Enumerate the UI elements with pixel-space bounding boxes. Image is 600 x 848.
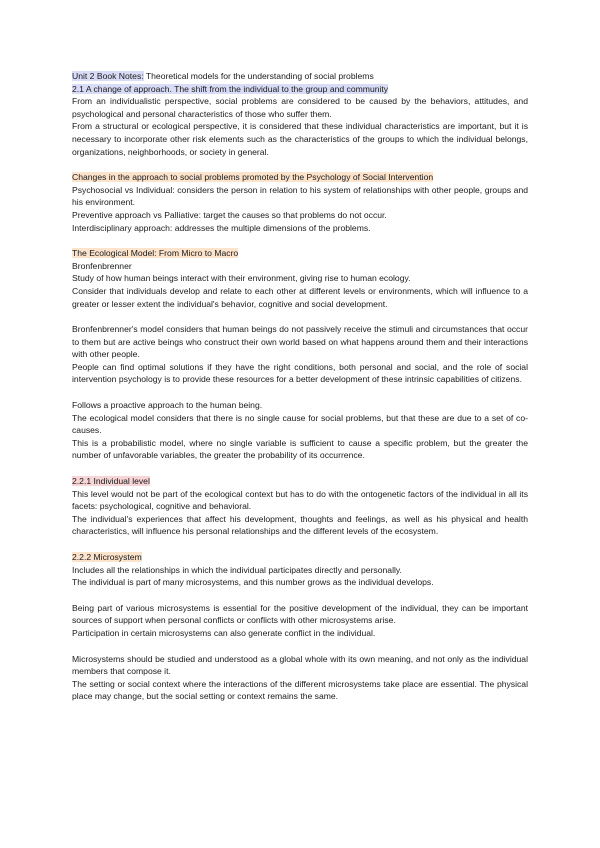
paragraph: Includes all the relationships in which the individual participates directly and personally.	[72, 564, 402, 575]
paragraph: This level would not be part of the ecological context but has to do with the ontogenetic factors of the individual in all its facets: psychological, cognitive and behavioral.	[72, 488, 528, 512]
paragraph: The ecological model considers that there is no single cause for social problems, but that these are due to a set of co-causes.	[72, 412, 528, 436]
paragraph: Being part of various microsystems is essential for the positive development of the individual, they can be important sources of support when personal conflicts or conflicts with other microsystems arise.	[72, 602, 528, 626]
paragraph: Study of how human beings interact with their environment, giving rise to human ecology.	[72, 273, 411, 284]
paragraph: The individual is part of many microsystems, and this number grows as the individual develops.	[72, 577, 434, 588]
paragraph: Microsystems should be studied and understood as a global whole with its own meaning, and not only as the individual members that compose it.	[72, 653, 528, 677]
paragraph: Follows a proactive approach to the human being.	[72, 400, 263, 411]
section-2-1-heading: 2.1 A change of approach. The shift from the individual to the group and community	[72, 83, 389, 94]
author-name: Bronfenbrenner	[72, 260, 132, 271]
changes-heading: Changes in the approach to social problems promoted by the Psychology of Social Intervention	[72, 172, 434, 183]
list-item: Psychosocial vs Individual: considers the person in relation to his system of relationships with other people, groups and his environment.	[72, 184, 528, 208]
spacer	[72, 234, 528, 247]
spacer	[72, 640, 528, 653]
ecological-heading: The Ecological Model: From Micro to Macro	[72, 248, 239, 259]
individual-level-heading: 2.2.1 Individual level	[72, 476, 150, 487]
document-title	[72, 70, 528, 83]
spacer	[72, 158, 528, 171]
spacer	[72, 310, 528, 323]
paragraph: From a structural or ecological perspective, it is considered that these individual characteristics are important, but it is necessary to incorporate other risk elements such as the characteristics of the groups to which the individual belongs, organizations, neighborhoods, or society in general.	[72, 121, 528, 157]
paragraph: Bronfenbrenner's model considers that human beings do not passively receive the stimuli and circumstances that occur to them but are active beings who construct their own world based on what happens around them and their interactions with other people.	[72, 324, 528, 360]
spacer	[72, 538, 528, 551]
paragraph: This is a probabilistic model, where no single variable is sufficient to cause a specific problem, but the greater the number of unfavorable variables, the greater the probability of its occurrence.	[72, 437, 528, 461]
list-item: Preventive approach vs Palliative: target the causes so that problems do not occur.	[72, 209, 387, 220]
paragraph: The setting or social context where the interactions of the different microsystems take place are essential. The physical place may change, but the social setting or context remains the same.	[72, 678, 528, 702]
paragraph: People can find optimal solutions if they have the right conditions, both personal and social, and the role of social intervention psychology is to provide these resources for a better development of these intrinsic capabilities of citizens.	[72, 361, 528, 385]
paragraph: From an individualistic perspective, social problems are considered to be caused by the behaviors, attitudes, and psychological and personal characteristics of those who suffer them.	[72, 96, 528, 119]
title-label: Unit 2 Book Notes:	[72, 71, 144, 81]
spacer	[72, 589, 528, 602]
document-page	[72, 70, 528, 703]
paragraph: The individual's experiences that affect his development, thoughts and feelings, as well as his physical and health characteristics, will influence his personal relationships and the different levels of the ecosystem.	[72, 513, 528, 537]
title-text: Theoretical models for the understanding of social problems	[143, 71, 374, 81]
list-item: Interdisciplinary approach: addresses the multiple dimensions of the problems.	[72, 222, 371, 233]
spacer	[72, 386, 528, 399]
microsystem-heading: 2.2.2 Microsystem	[72, 552, 142, 562]
paragraph: Consider that individuals develop and relate to each other at different levels or environments, which will influence to a greater or lesser extent the individual's behavior, cognitive and social development.	[72, 285, 528, 309]
paragraph: Participation in certain microsystems can also generate conflict in the individual.	[72, 627, 376, 638]
spacer	[72, 462, 528, 475]
